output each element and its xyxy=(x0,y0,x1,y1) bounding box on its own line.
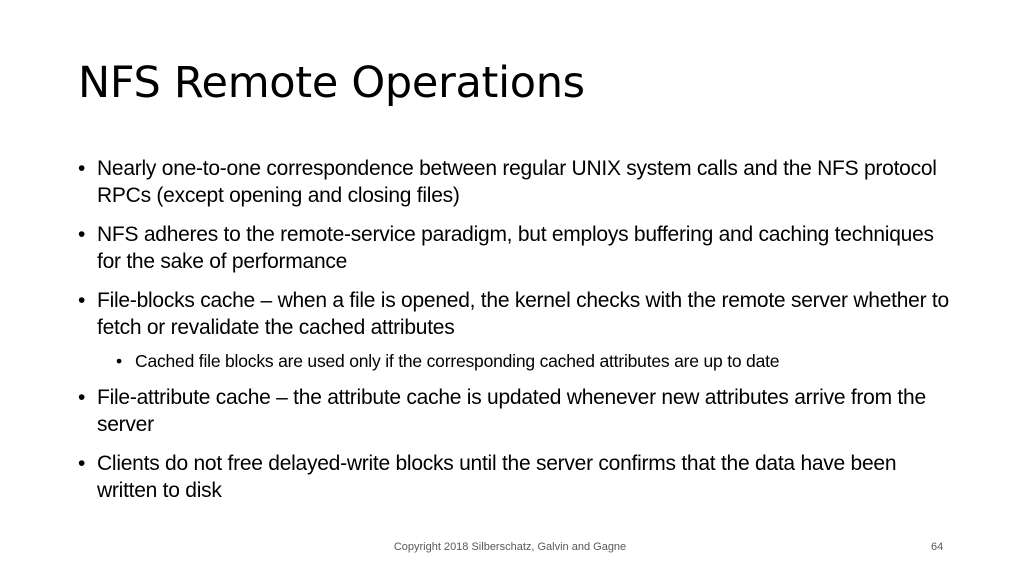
bullet-icon: • xyxy=(116,351,122,371)
bullet-icon: • xyxy=(78,386,86,409)
bullet-text: NFS adheres to the remote-service paradigm, but employs buffering and caching techniques for the sake of performance xyxy=(97,223,934,273)
bullet-text: Cached file blocks are used only if the corresponding cached attributes are up to date xyxy=(135,351,780,371)
bullet-list xyxy=(78,155,958,516)
bullet-icon: • xyxy=(78,157,86,180)
bullet-text: File-attribute cache – the attribute cache is updated whenever new attributes arrive from the server xyxy=(97,386,926,436)
page-number: 64 xyxy=(931,541,944,553)
copyright-text: Copyright 2018 Silberschatz, Galvin and Gagne xyxy=(393,541,627,553)
bullet-item xyxy=(78,221,958,275)
bullet-text: Clients do not free delayed-write blocks until the server confirms that the data have been written to disk xyxy=(97,452,897,502)
slide-title: NFS Remote Operations xyxy=(78,58,585,108)
bullet-item xyxy=(78,287,958,341)
bullet-icon: • xyxy=(78,223,86,246)
sub-bullet-item xyxy=(116,350,958,372)
bullet-icon: • xyxy=(78,452,86,475)
bullet-item xyxy=(78,155,958,209)
bullet-item xyxy=(78,450,958,504)
bullet-item xyxy=(78,384,958,438)
bullet-icon: • xyxy=(78,289,86,312)
bullet-text: File-blocks cache – when a file is opened, the kernel checks with the remote server whether to fetch or revalidate the cached attributes xyxy=(97,289,949,339)
bullet-text: Nearly one-to-one correspondence between regular UNIX system calls and the NFS protocol RPCs (except opening and closing files) xyxy=(97,157,937,207)
